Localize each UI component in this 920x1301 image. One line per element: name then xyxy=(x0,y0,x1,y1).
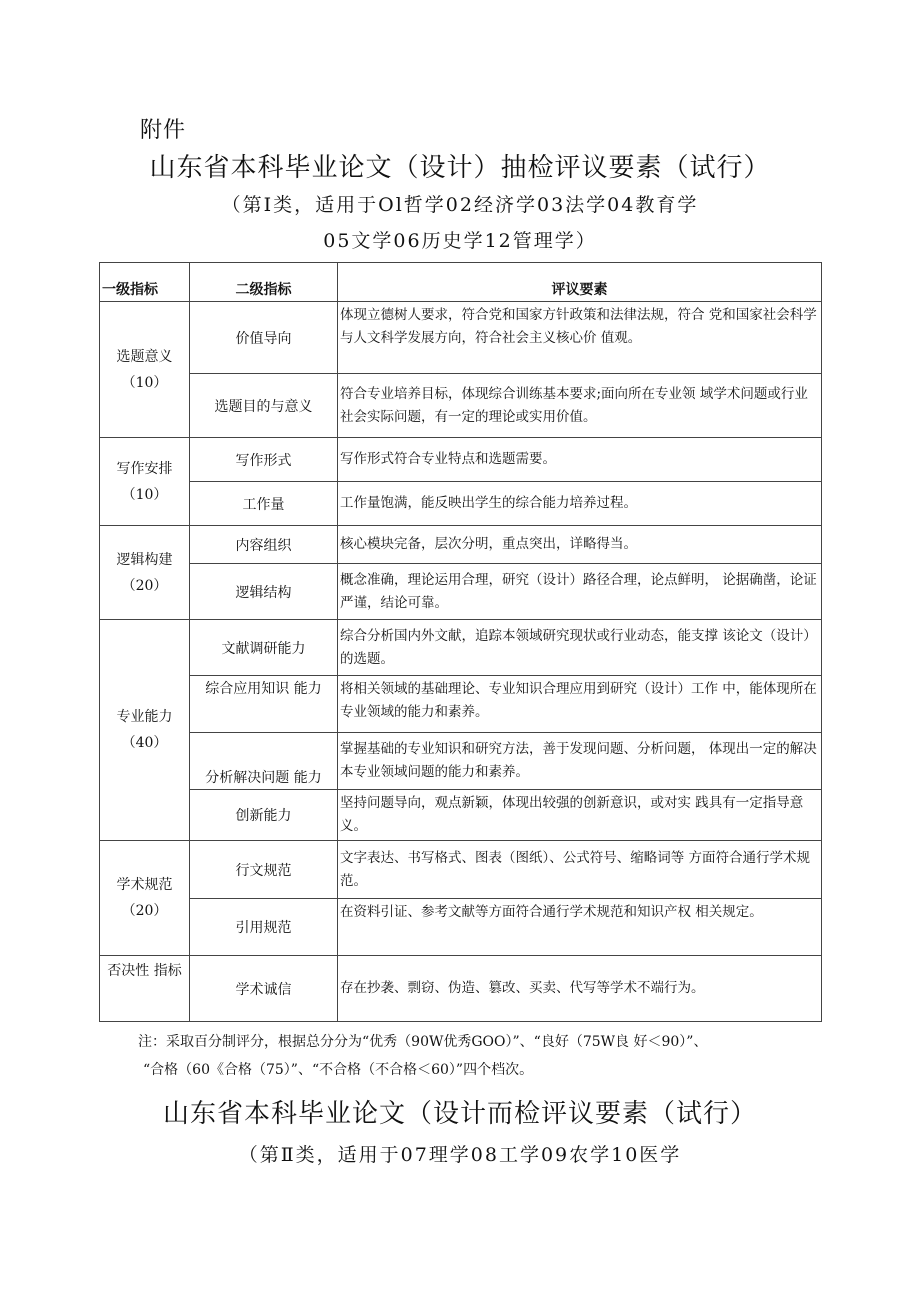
criteria-cell: 存在抄袭、剽窃、伪造、篡改、买卖、代写等学术不端行为。 xyxy=(338,956,822,1022)
level2-cell: 创新能力 xyxy=(190,790,338,841)
evaluation-table xyxy=(99,262,822,1022)
criteria-cell: 坚持问题导向，观点新颖，体现出较强的创新意识，或对实 践具有一定指导意义。 xyxy=(338,790,822,841)
header-criteria: 评议要素 xyxy=(338,263,822,302)
level2-cell: 写作形式 xyxy=(190,438,338,482)
criteria-cell: 体现立德树人要求，符合党和国家方针政策和法律法规，符合 党和国家社会科学与人文科学发展方向，符合社会主义核心价 值观。 xyxy=(338,302,822,374)
criteria-cell: 写作形式符合专业特点和选题需要。 xyxy=(338,438,822,482)
level2-cell: 引用规范 xyxy=(190,899,338,956)
page-title: 山东省本科毕业论文（设计）抽检评议要素（试行） xyxy=(149,153,771,183)
table-row xyxy=(100,526,822,564)
table-row xyxy=(100,733,822,790)
level2-cell: 行文规范 xyxy=(190,841,338,899)
attachment-label: 附件 xyxy=(140,118,187,143)
level2-cell: 学术诚信 xyxy=(190,956,338,1022)
level1-cell: 选题意义（10） xyxy=(100,302,190,438)
criteria-cell: 工作量饱满，能反映出学生的综合能力培养过程。 xyxy=(338,482,822,526)
table-header-row xyxy=(100,263,822,302)
level2-cell: 工作量 xyxy=(190,482,338,526)
table-row xyxy=(100,438,822,482)
criteria-cell: 符合专业培养目标，体现综合训练基本要求;面向所在专业领 域学术问题或行业社会实际问题，有一定的理论或实用价值。 xyxy=(338,374,822,438)
subtitle-line-1: （第Ⅰ类，适用于Ol哲学02经济学03法学04教育学 xyxy=(221,194,699,216)
level2-cell: 价值导向 xyxy=(190,302,338,374)
table-row xyxy=(100,374,822,438)
level2-cell: 综合应用知识 能力 xyxy=(190,676,338,733)
criteria-cell: 在资料引证、参考文献等方面符合通行学术规范和知识产权 相关规定。 xyxy=(338,899,822,956)
table-row xyxy=(100,564,822,620)
level1-cell: 逻辑构建（20） xyxy=(100,526,190,620)
note-line-1: 注：采取百分制评分，根据总分分为“优秀（90W优秀GOO）”、“良好（75W良 好＜90）”、 xyxy=(138,1034,708,1050)
table-row xyxy=(100,841,822,899)
level1-cell: 否决性 指标 xyxy=(100,956,190,1022)
criteria-cell: 核心模块完备，层次分明，重点突出，详略得当。 xyxy=(338,526,822,564)
level2-cell: 选题目的与意义 xyxy=(190,374,338,438)
header-level1: 一级指标 xyxy=(100,263,190,302)
table-row xyxy=(100,302,822,374)
table-row xyxy=(100,790,822,841)
table-row xyxy=(100,899,822,956)
second-subtitle-line-1: （第Ⅱ类，适用于07理学08工学09农学10医学 xyxy=(238,1144,682,1166)
level2-cell: 文献调研能力 xyxy=(190,620,338,676)
note-line-2: “合格（60《合格（75）”、“不合格（不合格＜60）”四个档次。 xyxy=(143,1062,534,1078)
second-title: 山东省本科毕业论文（设计而检评议要素（试行） xyxy=(162,1099,757,1129)
level2-cell: 逻辑结构 xyxy=(190,564,338,620)
level2-cell: 分析解决问题 能力 xyxy=(190,733,338,790)
level1-cell: 专业能力（40） xyxy=(100,620,190,841)
criteria-cell: 概念准确，理论运用合理，研究（设计）路径合理，论点鲜明， 论据确凿，论证严谨，结论可靠。 xyxy=(338,564,822,620)
subtitle-line-2: 05文学06历史学12管理学） xyxy=(323,230,597,252)
header-level2: 二级指标 xyxy=(190,263,338,302)
table-row xyxy=(100,676,822,733)
criteria-cell: 将相关领域的基础理论、专业知识合理应用到研究（设计）工作 中，能体现所在专业领域的能力和素养。 xyxy=(338,676,822,733)
criteria-cell: 掌握基础的专业知识和研究方法，善于发现问题、分析问题， 体现出一定的解决本专业领域问题的能力和素养。 xyxy=(338,733,822,790)
level2-cell: 内容组织 xyxy=(190,526,338,564)
table-row xyxy=(100,620,822,676)
criteria-cell: 综合分析国内外文献，追踪本领域研究现状或行业动态，能支撑 该论文（设计）的选题。 xyxy=(338,620,822,676)
level1-cell: 学术规范（20） xyxy=(100,841,190,956)
table-row xyxy=(100,482,822,526)
level1-cell: 写作安排（10） xyxy=(100,438,190,526)
table-row xyxy=(100,956,822,1022)
criteria-cell: 文字表达、书写格式、图表（图纸）、公式符号、缩略词等 方面符合通行学术规范。 xyxy=(338,841,822,899)
